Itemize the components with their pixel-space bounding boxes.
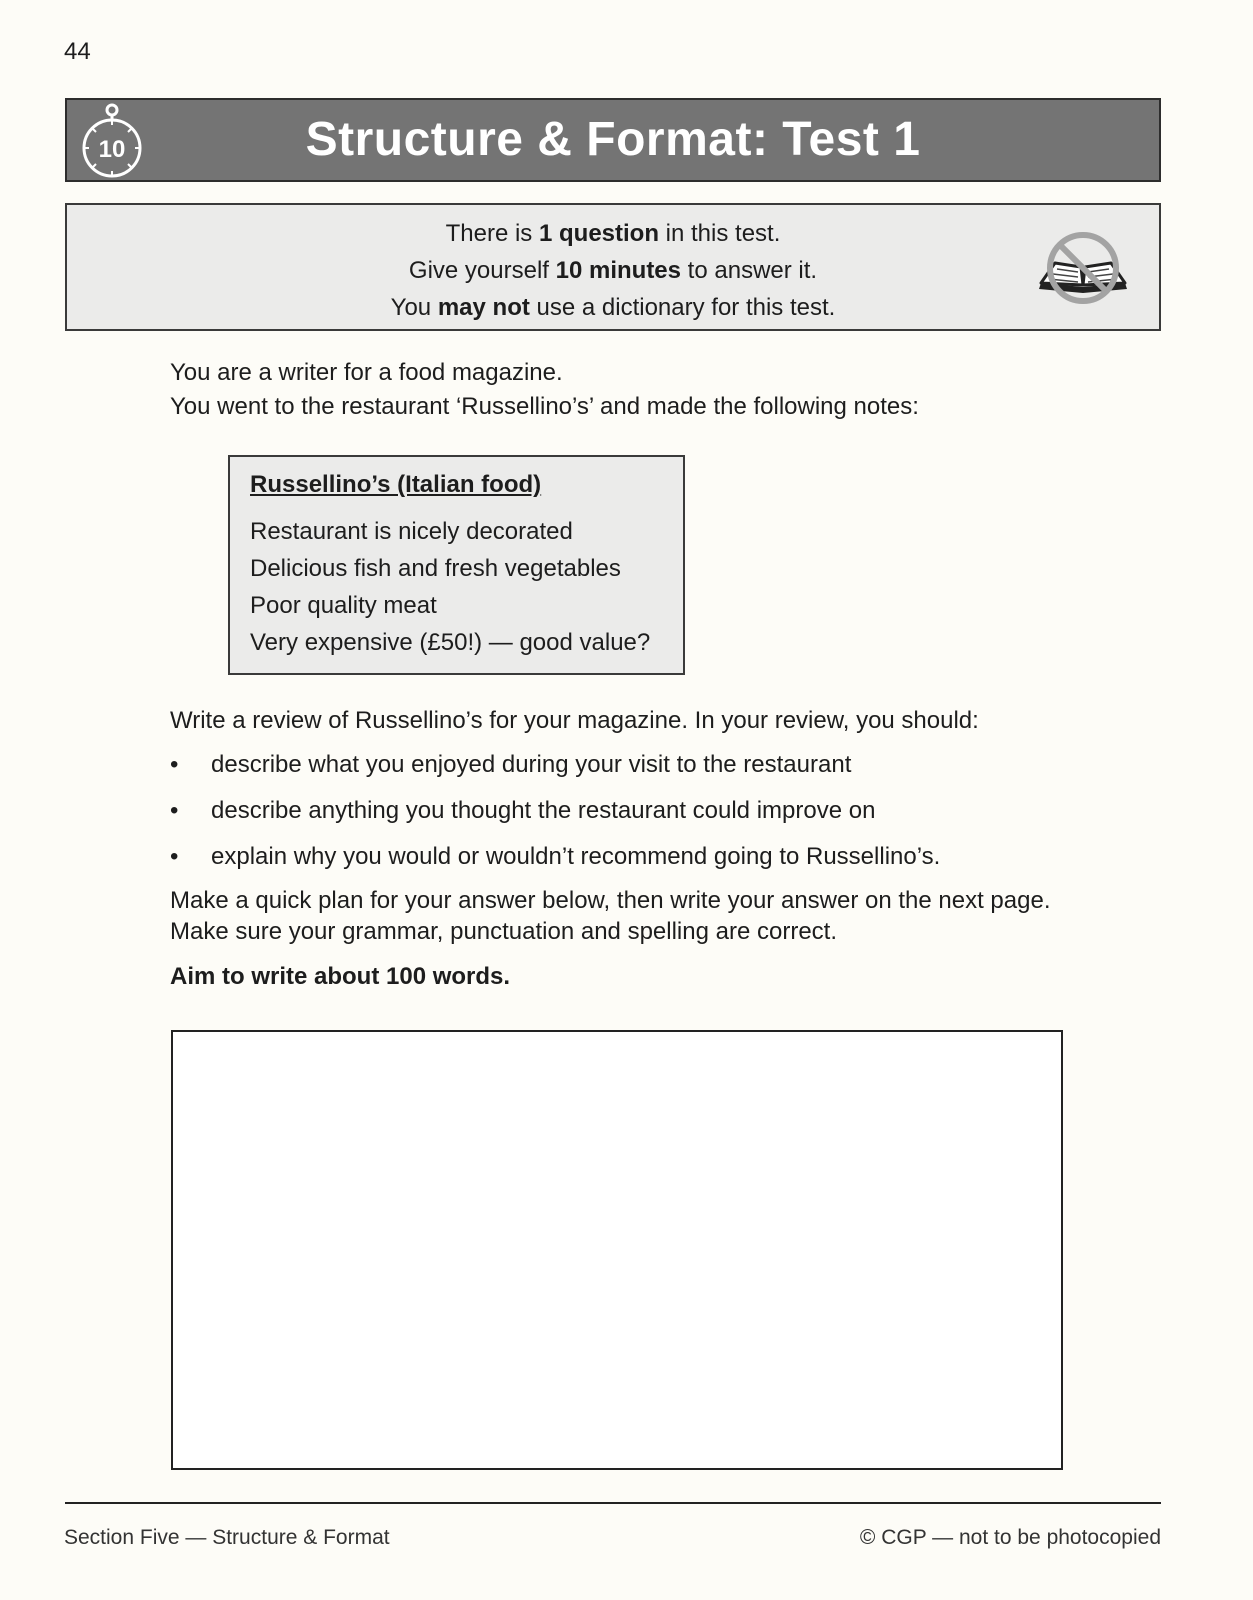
word-count-target: Aim to write about 100 words. [170, 963, 511, 990]
task-bullet: • describe anything you thought the restaurant could improve on [170, 794, 1170, 828]
info-line-dictionary-rule: You may not use a dictionary for this test. [390, 294, 836, 321]
notes-item: Very expensive (£50!) — good value? [250, 629, 651, 656]
page-number: 44 [64, 38, 91, 65]
bullet-marker: • [170, 797, 179, 824]
restaurant-notes-box [228, 455, 685, 675]
timer-minutes: 10 [98, 136, 126, 163]
footer-divider [65, 1502, 1161, 1504]
notes-title: Russellino’s (Italian food) [250, 471, 542, 498]
title-bar [65, 98, 1161, 182]
intro-line: You went to the restaurant ‘Russellino’s’ and made the following notes: [170, 393, 919, 420]
info-line-question-count: There is 1 question in this test. [445, 220, 781, 247]
task-bullet-list [170, 748, 1170, 874]
page-title: Structure & Format: Test 1 [305, 113, 921, 166]
notes-item: Restaurant is nicely decorated [250, 518, 573, 545]
no-dictionary-icon [1033, 227, 1133, 309]
task-bullet: • describe what you enjoyed during your visit to the restaurant [170, 748, 1170, 782]
plan-instruction: Make sure your grammar, punctuation and spelling are correct. [170, 918, 837, 945]
task-instructions [170, 704, 1170, 994]
footer-section-label: Section Five — Structure & Format [64, 1526, 390, 1549]
plan-instruction: Make a quick plan for your answer below, then write your answer on the next page. [170, 887, 1051, 914]
footer-copyright: © CGP — not to be photocopied [859, 1526, 1161, 1549]
task-bullet: • explain why you would or wouldn’t recommend going to Russellino’s. [170, 840, 1170, 874]
test-info-box [65, 203, 1161, 331]
notes-item: Delicious fish and fresh vegetables [250, 555, 621, 582]
bullet-marker: • [170, 751, 179, 778]
notes-item: Poor quality meat [250, 592, 437, 619]
info-line-time-limit: Give yourself 10 minutes to answer it. [408, 257, 818, 284]
plan-answer-box[interactable] [171, 1030, 1063, 1470]
task-intro: Write a review of Russellino’s for your magazine. In your review, you should: [170, 707, 979, 734]
bullet-marker: • [170, 843, 179, 870]
scenario-intro [170, 356, 919, 424]
intro-line: You are a writer for a food magazine. [170, 359, 563, 386]
